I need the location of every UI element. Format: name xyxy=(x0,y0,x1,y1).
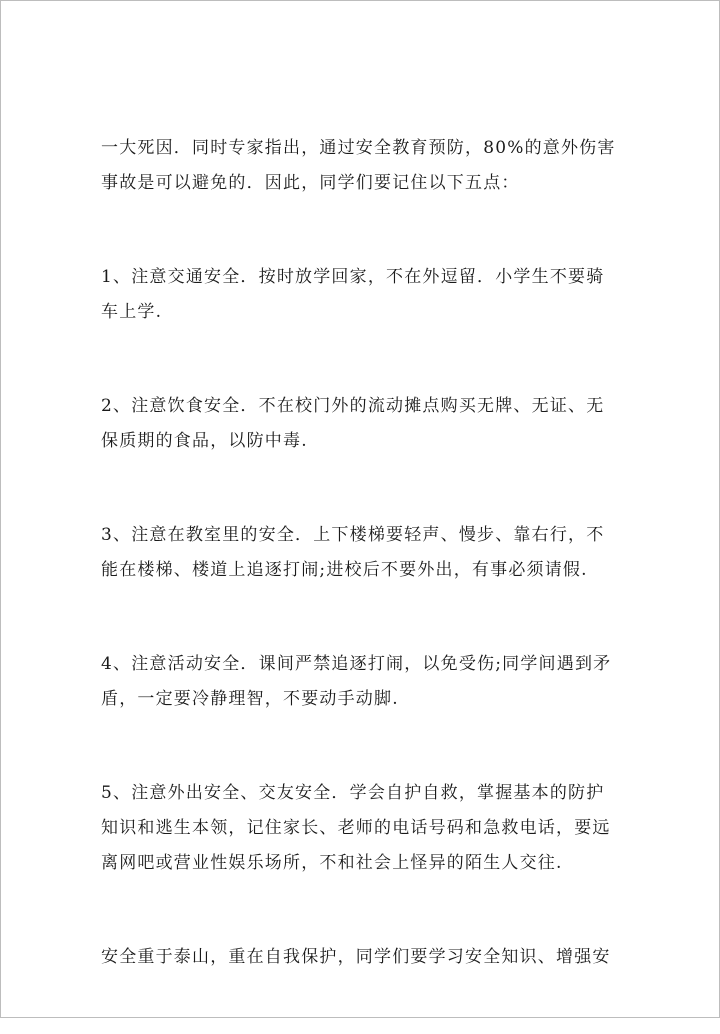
text-line: 5、注意外出安全、交友安全．学会自护自救，掌握基本的防护 xyxy=(101,783,605,803)
text-line: 一大死因．同时专家指出，通过安全教育预防，80%的意外伤害 xyxy=(101,138,616,158)
paragraph-point-1 xyxy=(101,260,641,330)
text-line: 车上学. xyxy=(101,302,163,322)
text-line: 2、注意饮食安全．不在校门外的流动摊点购买无牌、无证、无 xyxy=(101,396,605,416)
document-body xyxy=(101,131,641,1034)
paragraph-intro xyxy=(101,131,641,201)
text-line: 3、注意在教室里的安全．上下楼梯要轻声、慢步、靠右行，不 xyxy=(101,525,605,545)
paragraph-point-4 xyxy=(101,647,641,717)
text-line: 盾，一定要冷静理智，不要动手动脚. xyxy=(101,689,399,709)
text-line: 1、注意交通安全．按时放学回家，不在外逗留．小学生不要骑 xyxy=(101,267,605,287)
text-line: 保质期的食品，以防中毒. xyxy=(101,431,308,451)
text-line: 能在楼梯、楼道上追逐打闹;进校后不要外出，有事必须请假. xyxy=(101,560,588,580)
paragraph-point-2 xyxy=(101,389,641,459)
paragraph-conclusion xyxy=(101,940,641,975)
paragraph-point-3 xyxy=(101,518,641,588)
text-line: 事故是可以避免的．因此，同学们要记住以下五点： xyxy=(101,173,520,193)
text-line: 知识和逃生本领，记住家长、老师的电话号码和急救电话，要远 xyxy=(101,818,611,838)
text-line: 离网吧或营业性娱乐场所，不和社会上怪异的陌生人交往. xyxy=(101,853,563,873)
text-line: 安全重于泰山，重在自我保护，同学们要学习安全知识、增强安 xyxy=(101,947,611,967)
paragraph-point-5 xyxy=(101,776,641,881)
text-line: 4、注意活动安全．课间严禁追逐打闹，以免受伤;同学间遇到矛 xyxy=(101,654,612,674)
